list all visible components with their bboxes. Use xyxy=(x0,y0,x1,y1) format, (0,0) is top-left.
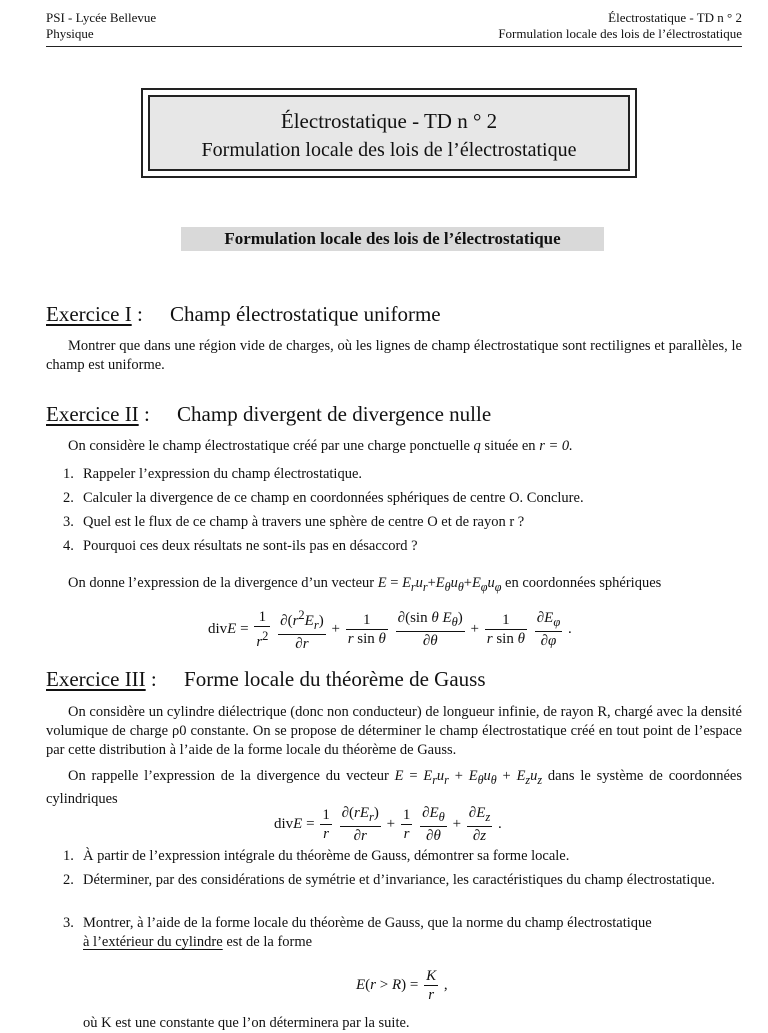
exercise-2-intro-a: On considère le champ électrostatique créé par une charge ponctuelle xyxy=(68,438,474,454)
title-box-inner xyxy=(148,95,630,171)
spherical-divergence-formula: divE = $\frac{1}{r^2}$ $\frac{\partial(r^2E_r)}{\partial r}$ + $\frac{1}{\text{r sin θ}}$ $\frac{\partial(\sin \theta E_\theta)}{\partial\theta}$ + $\frac{1}{\text{r sin θ}}$ $\frac{\partial E_\varphi}{\partial\varphi}$ . xyxy=(208,608,572,652)
exercise-3-item-2: 2. Déterminer, par des considérations de symétrie et d’invariance, les caractéristiques du champ électrostatique. xyxy=(63,872,715,888)
exercise-1-text: Montrer que dans une région vide de charges, où les lignes de champ électrostatique sont rectilignes et parallèles, le champ est uniforme. xyxy=(46,338,742,373)
exercise-2-heading: Exercice II : Champ divergent de divergence nulle xyxy=(46,402,492,426)
exercise-2-item-4-text: Pourquoi ces deux résultats ne sont-ils pas en désaccord ? xyxy=(83,538,418,554)
cylindrical-divergence-formula: divE = $\frac{1}{r}$ $\frac{\partial(rE_r)}{\partial r}$ + $\frac{1}{r}$ $\frac{\partial E_\theta}{\partial\theta}$ + $\frac{\partial E_z}{\partial z}$ . xyxy=(274,805,502,844)
exercise-2-div-intro-b: en coordonnées sphériques xyxy=(501,575,662,591)
exercise-3-paragraph-2: On rappelle l’expression de la divergence du vecteur $E = E_ru_r + E_\theta u_\theta + E_zu_z$ dans le système de coordonnées cylindriques xyxy=(46,768,742,807)
exercise-3-title: Forme locale du théorème de Gauss xyxy=(184,667,486,691)
exercise-1-heading: Exercice I : Champ électrostatique uniforme xyxy=(46,302,441,326)
exercise-2-intro xyxy=(68,437,573,456)
exercise-2-intro-q: q xyxy=(473,438,481,454)
exercise-2-div-intro-a: On donne l’expression de la divergence d’un vecteur xyxy=(68,575,378,591)
exercise-2-label: Exercice II xyxy=(46,402,139,426)
exercise-3-item-3-text: Montrer, à l’aide de la forme locale du théorème de Gauss, que la norme du champ électrostatique xyxy=(83,915,652,931)
page-subtitle: Formulation locale des lois de l’électrostatique xyxy=(201,139,577,161)
header-left-line1: PSI - Lycée Bellevue xyxy=(46,10,157,25)
exercise-1-title: Champ électrostatique uniforme xyxy=(170,302,441,326)
exercise-3-item-1-text: À partir de l’expression intégrale du théorème de Gauss, démontrer sa forme locale. xyxy=(83,848,570,864)
exercise-3-item-3: 3. Montrer, à l’aide de la forme locale du théorème de Gauss, que la norme du champ électrostatique à l’extérieur du cylindre est de la forme xyxy=(63,915,652,950)
exercise-3-label: Exercice III xyxy=(46,667,146,691)
exercise-3-paragraph-2-a: On rappelle l’expression de la divergence du vecteur xyxy=(68,768,395,784)
exercise-1-label: Exercice I xyxy=(46,302,132,326)
title-box xyxy=(141,88,637,178)
exercise-3-item-3-end: est de la forme xyxy=(222,934,313,950)
exercise-3-item-3-underlined: à l’extérieur du cylindre xyxy=(83,934,223,950)
exercise-3-paragraph-1: On considère un cylindre diélectrique (donc non conducteur) de longueur infinie, de rayon R, chargé avec la densité volumique de charge ρ0 constante. On se propose de déterminer le champ électrostatique créé en tout point de l’espace par cette distribution à l’aide de la forme locale du théorème de Gauss. xyxy=(46,704,742,758)
section-banner: Formulation locale des lois de l’électrostatique xyxy=(181,227,604,251)
exercise-2-item-2-text: Calculer la divergence de ce champ en coordonnées sphériques de centre O. Conclure. xyxy=(83,490,584,506)
exercise-3-item-2-text: Déterminer, par des considérations de symétrie et d’invariance, les caractéristiques du champ électrostatique. xyxy=(83,872,715,888)
exercise-3-item-1: 1. À partir de l’expression intégrale du théorème de Gauss, démontrer sa forme locale. xyxy=(63,848,570,864)
field-outside-formula: E(r > R) = $\frac{K}{r}$ , xyxy=(356,968,448,1003)
exercise-3-last-line: où K est une constante que l’on déterminera par la suite. xyxy=(83,1015,410,1031)
exercise-2-intro-c: r = 0. xyxy=(539,438,573,454)
exercise-2-item-1-text: Rappeler l’expression du champ électrostatique. xyxy=(83,466,363,482)
header-right-line2: Formulation locale des lois de l’électrostatique xyxy=(498,26,742,41)
exercise-2-item-1: 1. Rappeler l’expression du champ électrostatique. xyxy=(63,466,363,482)
header-left-line2: Physique xyxy=(46,26,94,41)
exercise-2-item-4: 4. Pourquoi ces deux résultats ne sont-ils pas en désaccord ? xyxy=(63,538,418,554)
exercise-2-div-intro: On donne l’expression de la divergence d’un vecteur $E = E_ru_r+E_\theta u_\theta+E_\varphi u_\varphi$ en coordonnées sphériques xyxy=(68,575,662,594)
exercise-2-intro-b: située en xyxy=(480,438,540,454)
exercise-2-item-3: 3. Quel est le flux de ce champ à travers une sphère de centre O et de rayon r ? xyxy=(63,514,525,530)
header-rule xyxy=(46,46,742,47)
exercise-2-item-3-text: Quel est le flux de ce champ à travers une sphère de centre O et de rayon r ? xyxy=(83,514,525,530)
exercise-2-title: Champ divergent de divergence nulle xyxy=(177,402,492,426)
page-title: Électrostatique - TD n ° 2 xyxy=(280,109,498,133)
header-right-line1: Électrostatique - TD n ° 2 xyxy=(608,10,742,25)
exercise-3-paragraph-2-b: dans le système de coordonnées cylindriques xyxy=(46,768,742,807)
exercise-3-heading: Exercice III : Forme locale du théorème de Gauss xyxy=(46,667,486,691)
exercise-2-item-2: 2. Calculer la divergence de ce champ en coordonnées sphériques de centre O. Conclure. xyxy=(63,490,584,506)
